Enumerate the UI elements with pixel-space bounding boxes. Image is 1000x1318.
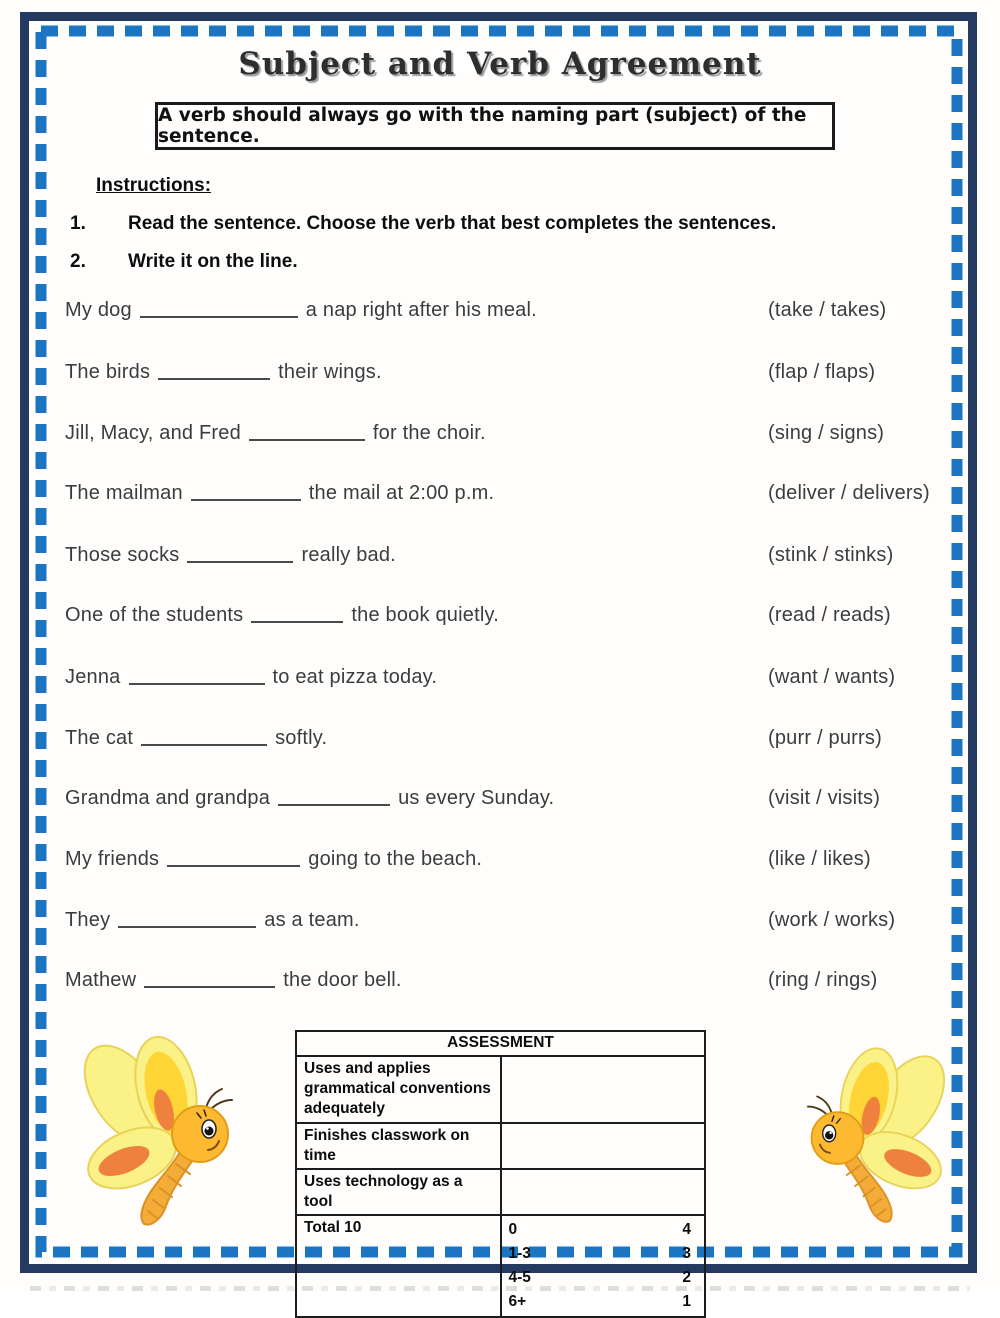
sentence-row <box>65 361 980 391</box>
sentence-suffix: us every Sunday. <box>398 787 555 809</box>
instructions-heading: Instructions: <box>96 175 212 196</box>
answer-blank[interactable] <box>140 303 298 318</box>
instruction-number: 2. <box>70 251 86 272</box>
verb-choices: (deliver / delivers) <box>768 482 930 504</box>
verb-choices: (visit / visits) <box>768 787 881 809</box>
verb-choices: (work / works) <box>768 909 896 931</box>
scale-row <box>509 1242 698 1266</box>
verb-choices: (take / takes) <box>768 299 887 321</box>
sentence-row <box>65 787 980 817</box>
sentence-suffix: their wings. <box>278 361 382 383</box>
sentence-prefix: Grandma and grandpa <box>65 787 271 809</box>
verb-choices: (want / wants) <box>768 666 896 688</box>
answer-blank[interactable] <box>158 365 270 380</box>
answer-blank[interactable] <box>129 670 265 685</box>
answer-blank[interactable] <box>118 913 256 928</box>
assessment-score-cell <box>501 1169 706 1215</box>
sentence-suffix: softly. <box>275 727 328 749</box>
sentence-prefix: My dog <box>65 299 132 321</box>
instruction-number: 1. <box>70 213 86 234</box>
sentence-suffix: for the choir. <box>372 422 486 444</box>
sentence-prefix: The cat <box>65 727 134 749</box>
sentence-row <box>65 727 980 757</box>
assessment-title: ASSESSMENT <box>296 1031 705 1056</box>
answer-blank[interactable] <box>144 973 275 988</box>
sentence-suffix: a nap right after his meal. <box>305 299 537 321</box>
verb-choices: (flap / flaps) <box>768 361 876 383</box>
verb-choices: (ring / rings) <box>768 969 878 991</box>
scale-score: 1 <box>682 1293 691 1311</box>
assessment-header-row <box>296 1031 705 1056</box>
assessment-criterion: Finishes classwork on time <box>296 1123 501 1169</box>
sentence-row <box>65 909 980 939</box>
assessment-row <box>296 1169 705 1215</box>
sentence-row <box>65 604 980 634</box>
sentence-prefix: My friends <box>65 848 160 870</box>
verb-choices: (sing / signs) <box>768 422 885 444</box>
sentence-prefix: One of the students <box>65 604 244 626</box>
scale-range: 4-5 <box>508 1269 531 1287</box>
answer-blank[interactable] <box>191 486 301 501</box>
sentence-prefix: The mailman <box>65 482 183 504</box>
sentence-row <box>65 969 980 999</box>
scale-row <box>509 1218 698 1242</box>
verb-choices: (purr / purrs) <box>768 727 882 749</box>
instruction-text: Write it on the line. <box>128 251 298 272</box>
rule-box <box>155 102 835 150</box>
sentence-prefix: They <box>65 909 111 931</box>
assessment-score-cell <box>501 1056 706 1122</box>
sentence-row <box>65 422 980 452</box>
answer-blank[interactable] <box>278 791 390 806</box>
sentence-prefix: The birds <box>65 361 151 383</box>
rule-text: A verb should always go with the naming part (subject) of the sentence. <box>158 105 807 147</box>
assessment-total-label: Total 10 <box>296 1215 501 1317</box>
scale-range: 1-3 <box>508 1245 531 1263</box>
answer-blank[interactable] <box>167 852 300 867</box>
assessment-row <box>296 1056 705 1122</box>
answer-blank[interactable] <box>251 608 343 623</box>
scale-score: 2 <box>682 1269 691 1287</box>
scale-score: 4 <box>682 1221 691 1239</box>
sentence-suffix: going to the beach. <box>308 848 483 870</box>
sentence-prefix: Jenna <box>65 666 121 688</box>
answer-blank[interactable] <box>141 731 267 746</box>
answer-blank[interactable] <box>249 426 365 441</box>
sentence-prefix: Mathew <box>65 969 137 991</box>
sentence-prefix: Those socks <box>65 544 180 566</box>
scale-range: 0 <box>508 1221 518 1239</box>
sentence-suffix: as a team. <box>264 909 360 931</box>
butterfly-icon <box>60 1028 260 1228</box>
sentence-suffix: to eat pizza today. <box>272 666 438 688</box>
assessment-table <box>295 1030 706 1318</box>
answer-blank[interactable] <box>187 548 293 563</box>
scale-range: 6+ <box>508 1293 527 1311</box>
sentence-suffix: the mail at 2:00 p.m. <box>308 482 495 504</box>
sentence-prefix: Jill, Macy, and Fred <box>65 422 241 444</box>
sentence-suffix: the door bell. <box>283 969 402 991</box>
assessment-grading-scale <box>501 1215 706 1317</box>
sentence-row <box>65 482 980 512</box>
verb-choices: (read / reads) <box>768 604 891 626</box>
sentence-suffix: the book quietly. <box>351 604 499 626</box>
sentence-suffix: really bad. <box>301 544 396 566</box>
sentence-row <box>65 544 980 574</box>
scale-row <box>509 1290 698 1314</box>
verb-choices: (stink / stinks) <box>768 544 894 566</box>
sentence-row <box>65 299 980 329</box>
assessment-row <box>296 1123 705 1169</box>
sentence-row <box>65 666 980 696</box>
instruction-text: Read the sentence. Choose the verb that best completes the sentences. <box>128 213 777 234</box>
assessment-criterion: Uses technology as a tool <box>296 1169 501 1215</box>
assessment-criterion: Uses and applies grammatical conventions adequately <box>296 1056 501 1122</box>
assessment-score-cell <box>501 1123 706 1169</box>
cropped-footer-text-remnant <box>30 1286 970 1291</box>
verb-choices: (like / likes) <box>768 848 871 870</box>
sentence-row <box>65 848 980 878</box>
page-title: Subject and Verb Agreement <box>238 46 762 82</box>
scale-score: 3 <box>682 1245 691 1263</box>
butterfly-icon <box>782 1040 967 1225</box>
assessment-total-row <box>296 1215 705 1317</box>
